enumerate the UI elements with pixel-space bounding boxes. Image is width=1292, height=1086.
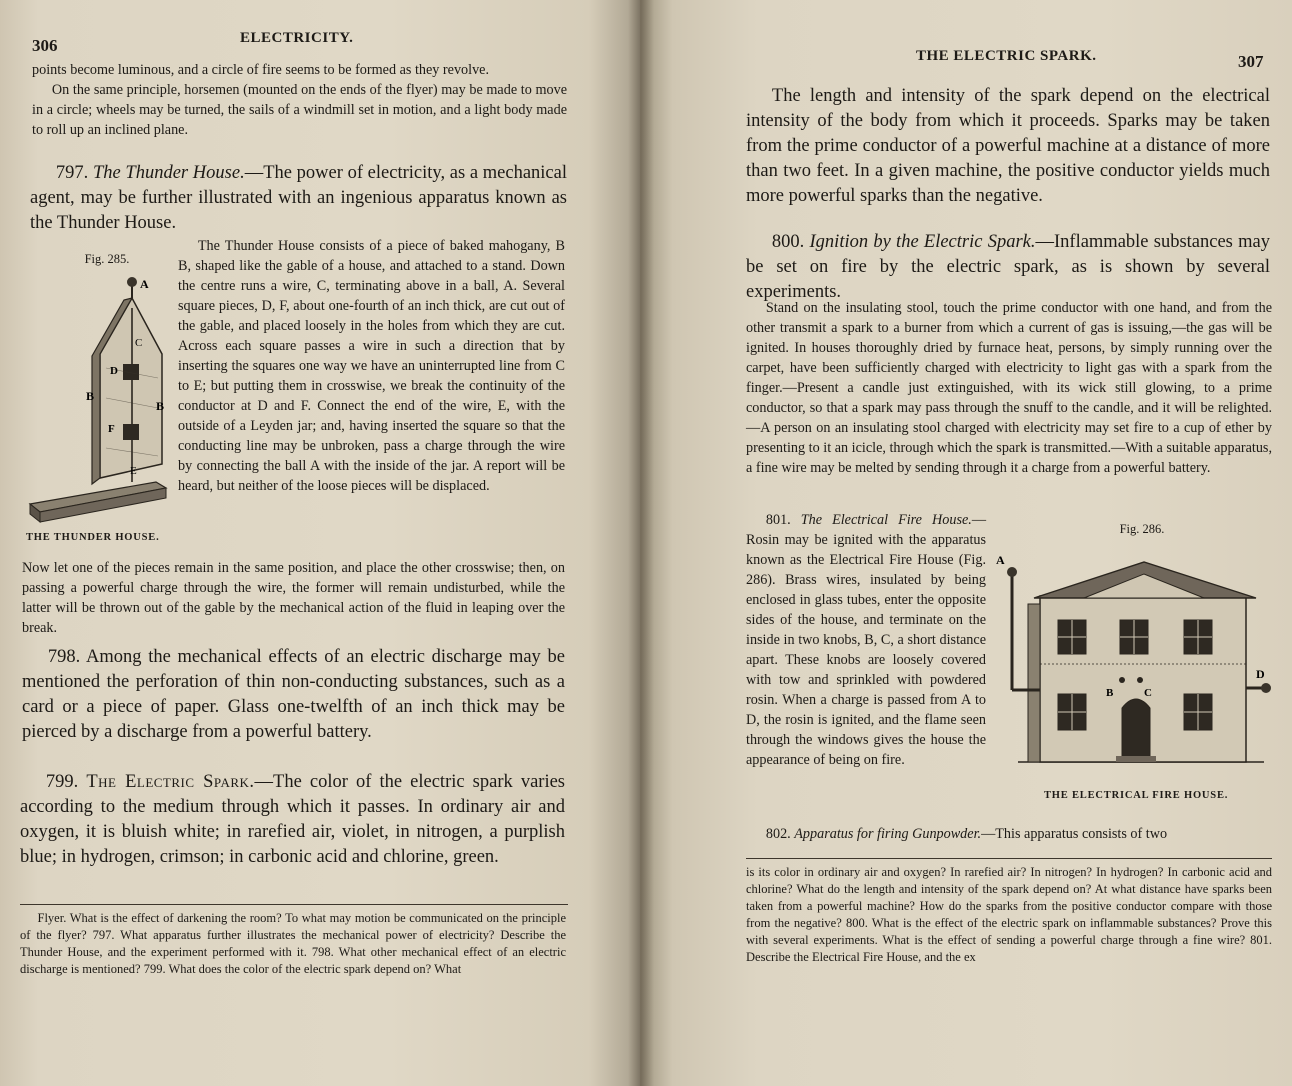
section-title: The Thunder House.: [92, 163, 245, 183]
section-title: The Electrical Fire House.: [800, 512, 972, 528]
thunder-house-illustration: [26, 268, 174, 530]
label-a: A: [996, 553, 1005, 567]
left-page: [0, 0, 640, 1086]
thunder-house-continuation: [22, 558, 565, 638]
fig-286-label: Fig. 286.: [1119, 522, 1165, 536]
footnote-right-text: is its color in ordinary air and oxygen? In rarefied air? In nitrogen? In hydrogen? In carbonic acid and chlorine? What do the length and intensity of the spark depend on? At what distance have sparks been taken from a powerful machine? How do the sparks from the positive conductor compare with those from the negative? 800. What is the effect of the electric spark on inflammable substances? Prove this with several experiments. What is the effect of sending a powerful charge through a fine wire? 801. Describe the Electrical Fire House, and the ex: [746, 865, 1272, 964]
knob-d-icon: [1261, 683, 1271, 693]
section-number: 798.: [47, 647, 81, 667]
section-body: —The color of the electric spark varies according to the medium through which it passes. In ordinary air and oxygen, it is bluish white; in rarefied air, violet, in nitrogen, a purplish blue; in hydrogen, crimson; in carbonic acid and chlorine, green.: [20, 772, 565, 867]
section-number: 799.: [45, 772, 79, 792]
label-a: A: [140, 277, 149, 291]
label-b-right: B: [156, 399, 165, 413]
section-number: 801.: [765, 512, 791, 528]
footnote-rule-left: [20, 904, 568, 905]
spark-length-text: The length and intensity of the spark depend on the electrical intensity of the body from which it proceeds. Sparks may be taken from the prime conductor of a powerful machine at a distance of more than two feet. In a given machine, the positive conductor yields much more powerful sparks than the negative.: [746, 86, 1270, 206]
section-800: [746, 230, 1270, 305]
section-body: —The power of electricity, as a mechanical agent, may be further illustrated with an ingenious apparatus known as the Thunder House.: [30, 163, 567, 233]
section-801: [746, 510, 986, 770]
thunder-house-text: The Thunder House consists of a piece of baked mahogany, B B, shaped like the gable of a house, and attached to a stand. Down the centre runs a wire, C, terminating above in a ball, A. Several square pieces, D, F, about one-fourth of an inch thick, are cut out of the gable, and placed loosely in the holes from which they are cut. Across each square passes a wire in such a direction that by inserting the squares one way we have an uninterrupted line from C to E; but putting them in crosswise, we break the continuity of the conductor at D and F. Connect the end of the wire, E, with the outside of a Leyden jar; and, having inserted the square so that the conducting line may be unbroken, pass a charge through the wire by connecting the ball A with the inside of the jar. A report will be heard, but neither of the loose pieces will be displaced.: [178, 238, 565, 494]
section-number: 802.: [765, 826, 791, 842]
paragraph-stool: [746, 298, 1272, 478]
footnote-left: [20, 910, 566, 978]
section-body: Among the mechanical effects of an electric discharge may be mentioned the perforation of thin non-conducting substances, such as a card or a piece of paper. Glass one-twelfth of an inch thick may be pierced by a discharge from a powerful battery.: [22, 647, 565, 742]
thunder-house-description: [178, 236, 565, 496]
section-body: —Rosin may be ignited with the apparatus known as the Electrical Fire House (Fig. 286). Brass wires, insulated by being enclosed in glass tubes, enter the opposite sides of the house, and terminate on the inside in two knobs, B, C, a short distance apart. These knobs are loosely covered with tow and sprinkled with powdered rosin. When a charge is passed from A to D, the rosin is ignited, and the flame seen through the windows gives the house the appearance of being on fire.: [746, 512, 986, 768]
book-gutter: [628, 0, 654, 1086]
section-number: 797.: [55, 163, 89, 183]
label-d: D: [1256, 667, 1265, 681]
horsemen-text: On the same principle, horsemen (mounted on the ends of the flyer) may be made to move in a circle; wheels may be turned, the sails of a windmill set in motion, and a light body made to roll up an inclined plane.: [32, 82, 567, 138]
label-f: F: [108, 423, 115, 435]
label-b-left: B: [86, 389, 95, 403]
paragraph-spark-length: [746, 84, 1270, 209]
intro-text: points become luminous, and a circle of fire seems to be formed as they revolve.: [32, 62, 490, 78]
right-page: [640, 0, 1292, 1086]
section-body: —This apparatus consists of two: [981, 826, 1168, 842]
footnote-left-text: Flyer. What is the effect of darkening the room? To what may motion be communicated on the principle of the flyer? 797. What apparatus further illustrates the mechanical power of electricity? Describe the Thunder House, and the experiment performed with it. 798. What other mechanical effect of an electric discharge is mentioned? 799. What does the color of the electric spark depend on? What: [20, 911, 566, 976]
fig-285-label: Fig. 285.: [84, 252, 130, 266]
footnote-right: [746, 864, 1272, 966]
footnote-rule-right: [746, 858, 1272, 859]
section-title: Apparatus for firing Gunpowder.: [794, 826, 982, 842]
running-header-right: THE ELECTRIC SPARK.: [916, 48, 1097, 64]
ball-a-icon: [127, 277, 137, 287]
knob-a-icon: [1007, 567, 1017, 577]
section-802: [746, 824, 1272, 844]
fire-house-illustration: [994, 540, 1276, 788]
section-799: [20, 770, 565, 870]
fig-285-caption: THE THUNDER HOUSE.: [26, 532, 160, 543]
label-b: B: [1106, 687, 1114, 699]
stool-text: Stand on the insulating stool, touch the prime conductor with one hand, and from the other transmit a spark to a burner from which a current of gas is issuing,—the gas will be ignited. In houses thoroughly dried by furnace heat, persons, by simply running over the carpet, have been sufficiently charged with electricity to light gas with a spark from the finger.—Present a candle just extinguished, with its wick still glowing, to a prime conductor, so that a spark may pass through the snuff to the candle, and it will be relighted.—A person on an insulating stool charged with electricity may set fire to a cup of ether by presenting to it an icicle, through which the spark is transmitted.—With a suitable apparatus, a fine wire may be melted by sending through it a charge from a powerful battery.: [746, 300, 1272, 476]
fig-286-caption: THE ELECTRICAL FIRE HOUSE.: [1044, 790, 1229, 801]
section-797: [30, 161, 567, 236]
label-d: D: [110, 365, 118, 377]
thunder-house-continuation-text: Now let one of the pieces remain in the same position, and place the other crosswise; then, on passing a powerful charge through the wire, the former will remain undisturbed, while the latter will be thrown out of the gable by the mechanical action of the fluid in leaping over the break.: [22, 560, 565, 636]
label-c: C: [1144, 687, 1152, 699]
paragraph-intro: [32, 60, 567, 140]
label-e: E: [130, 465, 137, 477]
page-number-right: 307: [1238, 52, 1264, 71]
section-body: —Inflammable substances may be set on fire by the electric spark, as is shown by several experiments.: [746, 232, 1270, 302]
front-door: [1122, 699, 1150, 758]
square-f: [123, 424, 139, 440]
section-number: 800.: [771, 232, 805, 252]
section-title: The Electric Spark.: [86, 772, 255, 792]
label-c: C: [135, 337, 143, 349]
section-798: [22, 645, 565, 745]
page-number-left: 306: [32, 36, 58, 55]
section-title: Ignition by the Electric Spark.: [809, 232, 1036, 252]
running-header-left: ELECTRICITY.: [240, 30, 354, 46]
